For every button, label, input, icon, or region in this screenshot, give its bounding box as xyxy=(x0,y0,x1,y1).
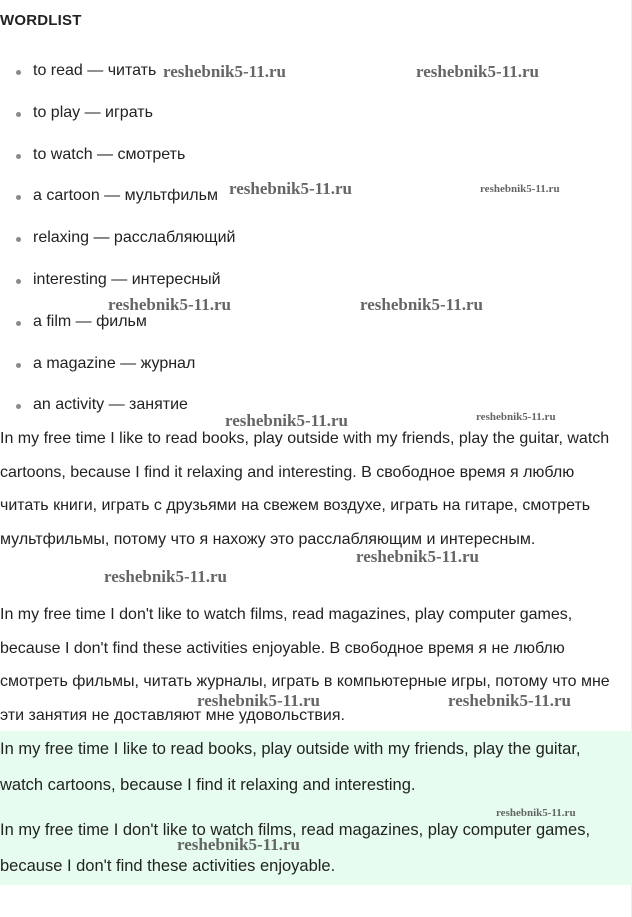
bullet-icon xyxy=(16,154,21,159)
watermark: reshebnik5-11.ru xyxy=(177,835,300,854)
paragraph-dislikes: In my free time I don't like to watch films, read magazines, play computer games, because I don't find these activities enjoyable. В свободное время я не люблю смотреть фильмы, читать журналы, играть в компьютерные игры, потому что мне эти занятия не доставляют мне удовольствия. xyxy=(0,606,610,724)
bullet-icon xyxy=(16,404,21,409)
list-item: a film — фильм xyxy=(0,311,235,353)
watermark: reshebnik5-11.ru xyxy=(104,567,227,586)
answer-dislikes: In my free time I don't like to watch films, read magazines, play computer games, because I don't find these activities enjoyable. xyxy=(0,821,591,875)
paragraph-likes: In my free time I like to read books, play outside with my friends, play the guitar, watch cartoons, because I find it relaxing and interesting. В свободное время я люблю читать книги, играть с друзьями на свежем воздухе, играть на гитаре, смотреть мультфильмы, потому что я нахожу это расслабляющим и интересным. xyxy=(0,430,610,548)
list-item: relaxing — расслабляющий xyxy=(0,227,235,269)
bullet-icon xyxy=(16,279,21,284)
watermark: reshebnik5-11.ru xyxy=(225,411,348,430)
watermark: reshebnik5-11.ru xyxy=(197,691,320,710)
watermark: reshebnik5-11.ru xyxy=(229,179,352,198)
watermark: reshebnik5-11.ru xyxy=(356,547,479,566)
watermark: reshebnik5-11.ru xyxy=(448,691,571,710)
watermark: reshebnik5-11.ru xyxy=(360,295,483,314)
answer-likes: In my free time I like to read books, play outside with my friends, play the guitar, watch cartoons, because I find it relaxing and interesting. xyxy=(0,740,581,794)
watermark: reshebnik5-11.ru xyxy=(108,295,231,314)
watermark: reshebnik5-11.ru xyxy=(163,62,286,81)
wordlist xyxy=(0,60,235,436)
watermark: reshebnik5-11.ru xyxy=(480,183,560,195)
watermark: reshebnik5-11.ru xyxy=(496,807,576,819)
list-item: to read — читать xyxy=(0,60,235,102)
watermark: reshebnik5-11.ru xyxy=(416,62,539,81)
bullet-icon xyxy=(16,195,21,200)
list-item: interesting — интересный xyxy=(0,269,235,311)
bullet-icon xyxy=(16,321,21,326)
bullet-icon xyxy=(16,112,21,117)
watermark: reshebnik5-11.ru xyxy=(476,411,556,423)
list-item: to watch — смотреть xyxy=(0,144,235,186)
list-item: a magazine — журнал xyxy=(0,353,235,395)
bullet-icon xyxy=(16,70,21,75)
bullet-icon xyxy=(16,237,21,242)
list-item: to play — играть xyxy=(0,102,235,144)
wordlist-heading: WORDLIST xyxy=(0,12,82,29)
list-item: a cartoon — мультфильм xyxy=(0,185,235,227)
bullet-icon xyxy=(16,363,21,368)
list-item: an activity — занятие xyxy=(0,394,235,436)
